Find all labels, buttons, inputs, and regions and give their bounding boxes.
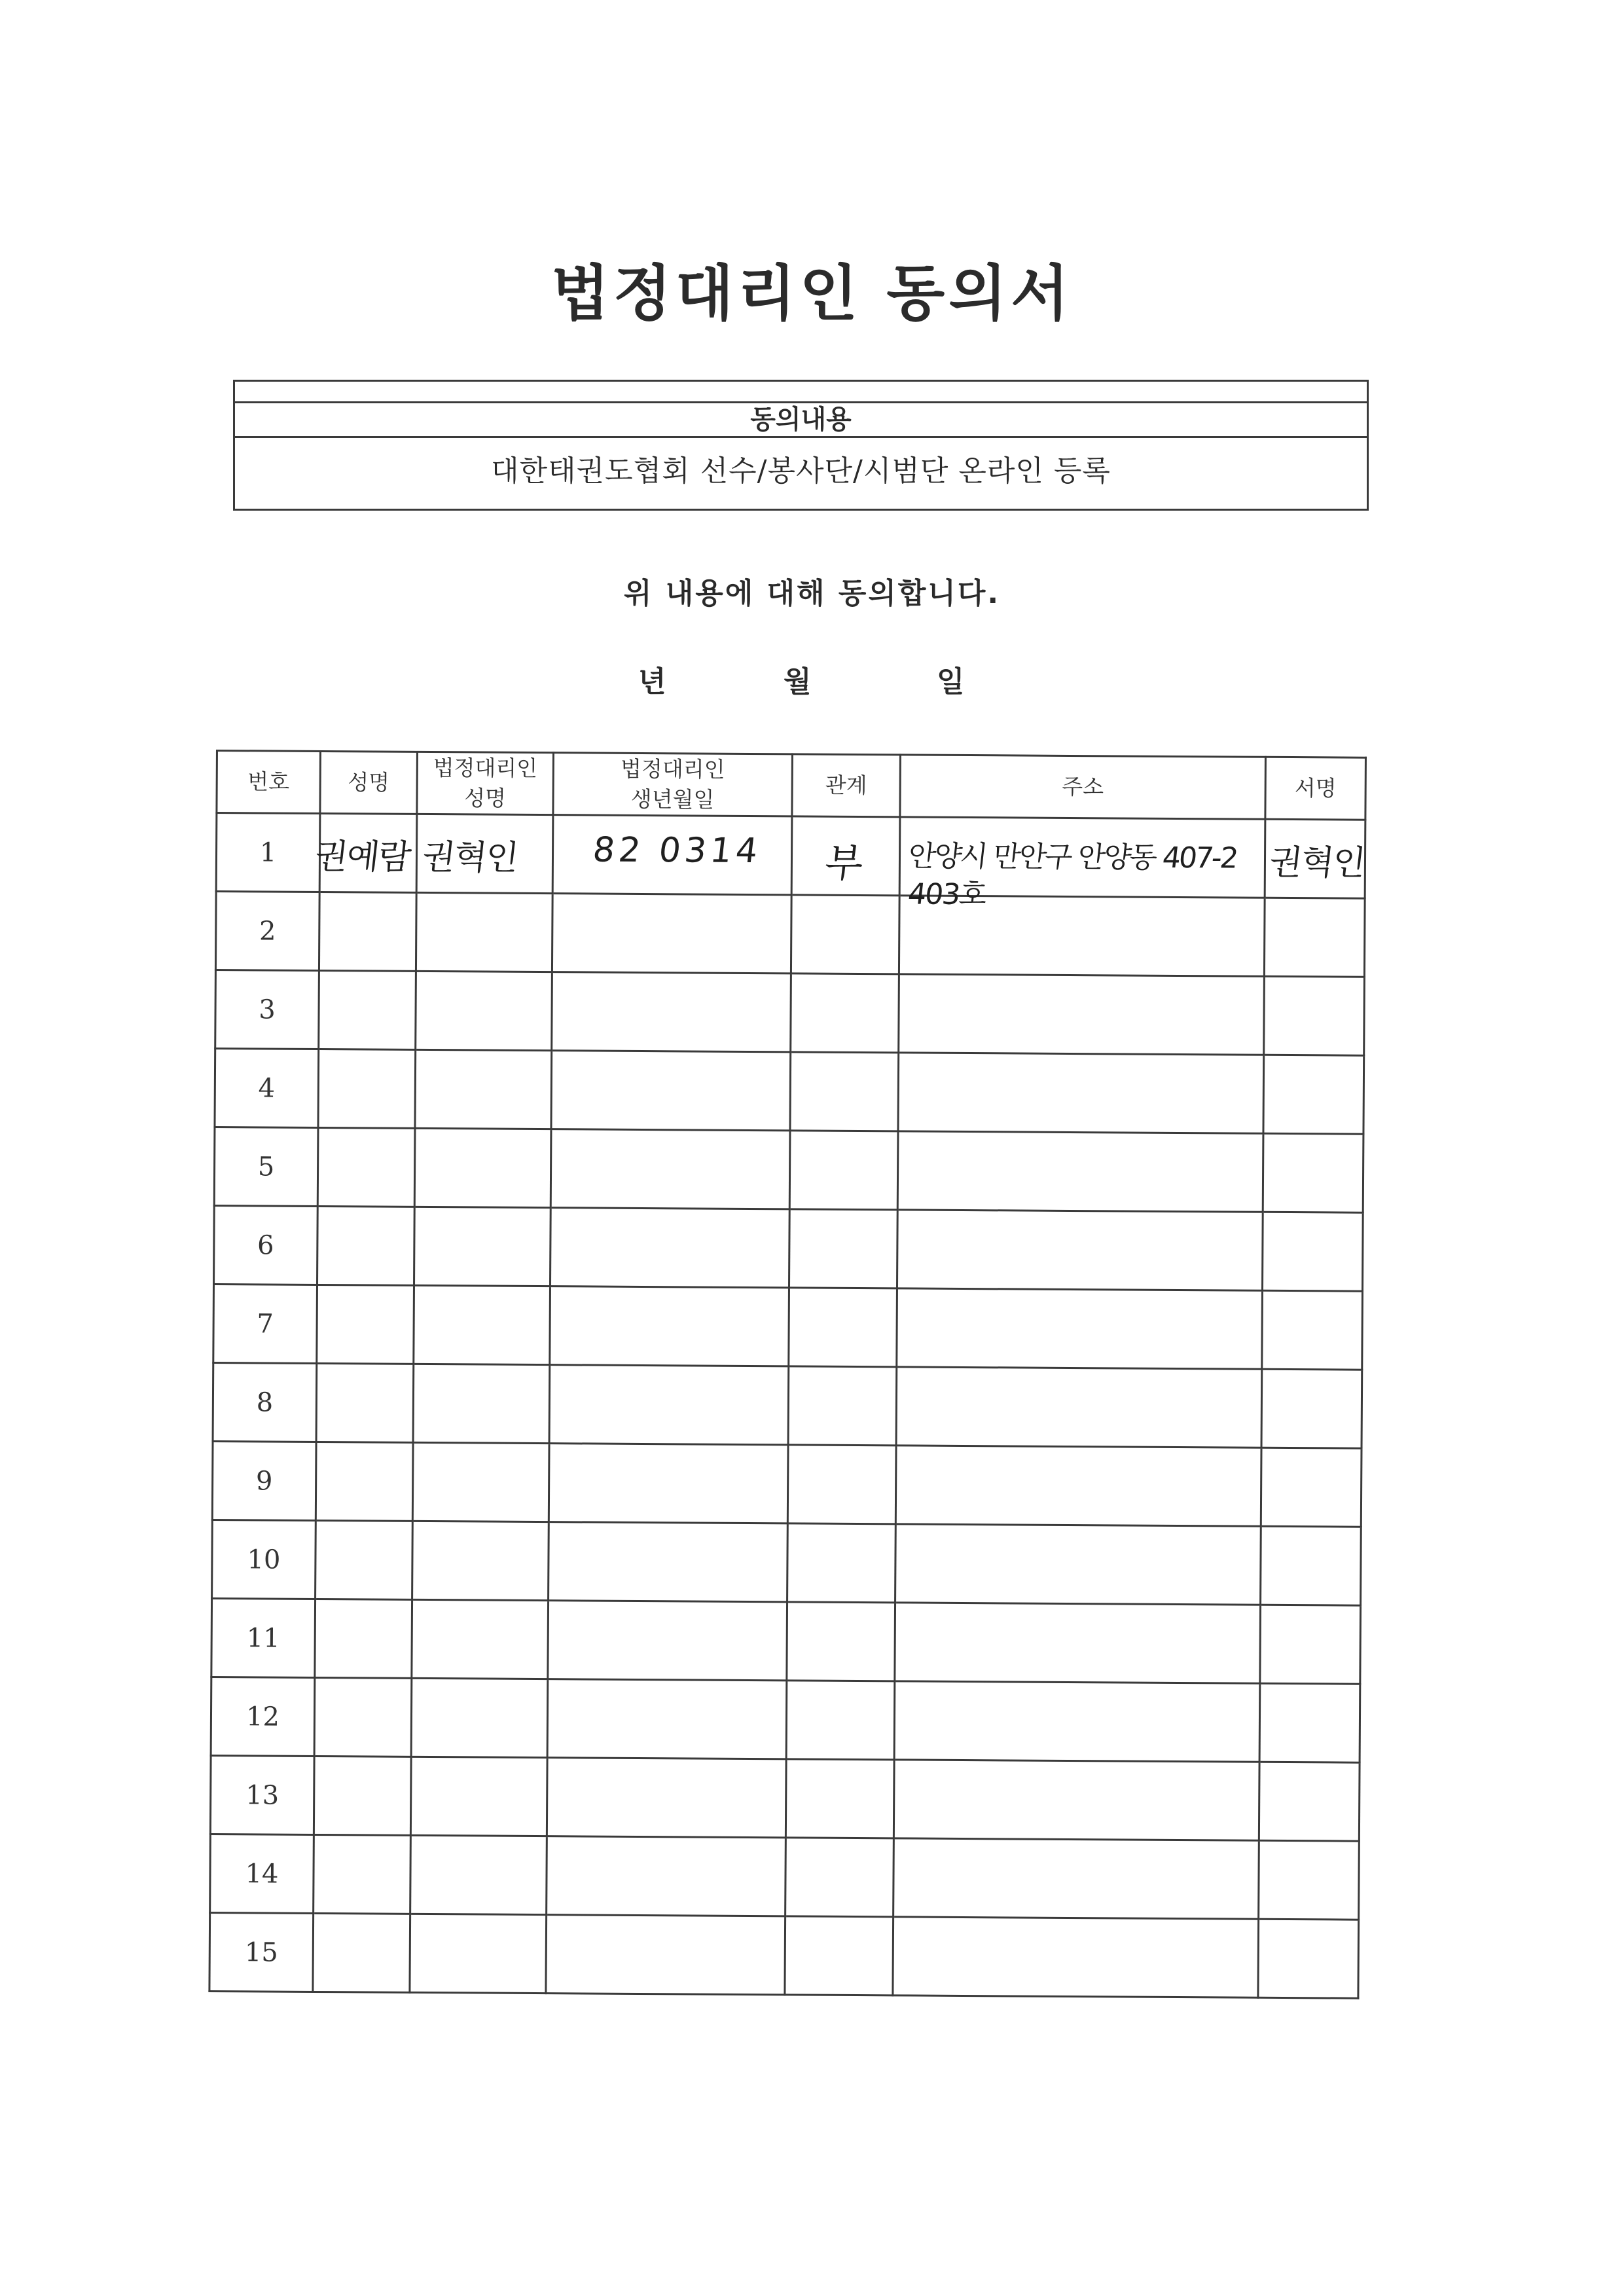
cell-signature	[1259, 1762, 1360, 1841]
header-guardian-name	[417, 752, 554, 814]
cell-no: 3	[215, 970, 319, 1049]
cell-guardian-name	[413, 1364, 550, 1443]
cell-guardian-name	[410, 1835, 547, 1914]
cell-address	[897, 1131, 1263, 1212]
cell-guardian-birth	[549, 1365, 789, 1445]
cell-name	[317, 1285, 414, 1364]
header-address: 주소	[900, 755, 1266, 819]
agreement-statement: 위 내용에 대해 동의합니다.	[623, 577, 1001, 610]
cell-guardian-name	[414, 1285, 550, 1364]
cell-relationship	[791, 974, 899, 1053]
cell-name	[313, 1913, 410, 1992]
cell-no: 6	[214, 1205, 318, 1285]
table-row	[214, 1205, 1363, 1291]
cell-name	[317, 1206, 415, 1285]
header-guardian-name-line2: 성명	[464, 785, 507, 811]
cell-guardian-birth	[547, 1679, 787, 1759]
cell-guardian-birth	[549, 1444, 788, 1523]
cell-relationship	[791, 816, 900, 896]
cell-address	[893, 1838, 1259, 1919]
cell-relationship	[791, 895, 899, 974]
cell-relationship	[788, 1366, 897, 1446]
cell-guardian-birth	[550, 1286, 789, 1366]
table-row	[214, 1127, 1363, 1212]
cell-no: 15	[209, 1912, 314, 1992]
cell-address	[894, 1681, 1260, 1762]
consent-content-box	[233, 380, 1369, 511]
cell-address	[893, 1917, 1259, 1997]
cell-guardian-name	[412, 1521, 549, 1600]
cell-guardian-birth	[552, 815, 792, 895]
cell-name	[317, 1127, 415, 1207]
cell-no: 10	[212, 1520, 316, 1599]
handwritten-guardian-birth: 82 0314	[590, 830, 764, 871]
cell-signature	[1261, 1526, 1362, 1605]
cell-signature	[1259, 1840, 1360, 1920]
cell-guardian-name	[412, 1599, 549, 1679]
cell-guardian-name	[411, 1678, 548, 1757]
consent-body: 대한태권도협회 선수/봉사단/시범단 온라인 등록	[491, 454, 1111, 488]
cell-relationship	[787, 1445, 896, 1524]
cell-guardian-name	[416, 892, 552, 972]
cell-guardian-birth	[547, 1758, 786, 1838]
cell-name	[316, 1363, 414, 1442]
cell-no: 9	[212, 1441, 316, 1520]
cell-guardian-birth	[552, 894, 791, 974]
table-row	[215, 1049, 1364, 1135]
cell-address	[897, 1288, 1263, 1369]
handwritten-address-line2: 403호	[906, 877, 988, 912]
cell-relationship	[789, 1209, 897, 1288]
header-guardian-birth-line2: 생년월일	[630, 786, 715, 812]
cell-address	[899, 817, 1265, 912]
handwritten-name: 권예람	[313, 837, 412, 877]
cell-signature	[1262, 1212, 1363, 1291]
cell-signature	[1262, 1290, 1363, 1370]
cell-no: 7	[213, 1284, 317, 1363]
cell-guardian-name	[416, 814, 553, 893]
page-title: 법정대리인 동의서	[550, 258, 1073, 329]
cell-name	[314, 1756, 411, 1835]
cell-no: 5	[214, 1127, 318, 1206]
cell-name	[315, 1599, 412, 1678]
cell-relationship	[785, 1916, 893, 1995]
cell-signature	[1264, 976, 1365, 1055]
header-guardian-name-line1: 법정대리인	[433, 755, 538, 781]
cell-name	[313, 813, 417, 892]
cell-address	[898, 1053, 1264, 1133]
table-row	[215, 892, 1365, 977]
cell-address	[899, 896, 1265, 976]
cell-signature	[1265, 819, 1365, 898]
cell-address	[897, 1210, 1263, 1290]
cell-name	[314, 1834, 411, 1914]
cell-name	[314, 1677, 412, 1757]
cell-relationship	[786, 1681, 895, 1760]
table-row	[210, 1755, 1360, 1841]
header-guardian-birth-line1: 법정대리인	[621, 756, 725, 782]
handwritten-relationship: 부	[822, 840, 865, 887]
cell-guardian-birth	[551, 1051, 791, 1131]
handwritten-signature: 권혁인	[1267, 843, 1367, 883]
cell-signature	[1258, 1919, 1359, 1998]
cell-no: 4	[215, 1049, 319, 1128]
cell-relationship	[790, 1052, 899, 1131]
table-row	[209, 1912, 1359, 1998]
cell-guardian-birth	[550, 1208, 790, 1288]
table-row	[212, 1441, 1362, 1527]
cell-address	[893, 1760, 1259, 1840]
table-row	[216, 813, 1365, 899]
cell-address	[895, 1603, 1261, 1683]
cell-relationship	[785, 1838, 894, 1917]
cell-address	[899, 974, 1265, 1055]
table-header-row	[217, 751, 1366, 820]
header-relationship: 관계	[792, 754, 901, 817]
header-guardian-birth	[553, 753, 793, 816]
cell-guardian-name	[415, 1049, 552, 1129]
cell-relationship	[789, 1131, 898, 1210]
table-row	[215, 970, 1365, 1056]
header-no: 번호	[217, 751, 321, 814]
cell-signature	[1264, 898, 1365, 977]
cell-guardian-birth	[549, 1522, 788, 1602]
cell-address	[895, 1446, 1261, 1526]
cell-no: 2	[215, 892, 319, 971]
consent-header: 동의내용	[235, 401, 1367, 438]
cell-address	[896, 1367, 1262, 1448]
cell-no: 8	[213, 1362, 317, 1442]
cell-guardian-name	[412, 1442, 549, 1522]
date-month-label: 월	[784, 665, 812, 699]
handwritten-address-line1: 안양시 만안구 안양동 407-2	[906, 839, 1238, 875]
table-row	[210, 1834, 1360, 1920]
cell-relationship	[789, 1288, 897, 1367]
table-row	[213, 1284, 1363, 1370]
table-row	[213, 1362, 1362, 1448]
cell-guardian-name	[410, 1914, 547, 1993]
cell-address	[895, 1524, 1261, 1605]
date-day-label: 일	[937, 665, 965, 699]
cell-guardian-name	[416, 971, 552, 1050]
cell-name	[318, 1049, 416, 1128]
cell-guardian-name	[410, 1757, 547, 1836]
cell-no: 11	[211, 1598, 316, 1677]
cell-signature	[1261, 1369, 1362, 1448]
handwritten-guardian-name: 권혁인	[420, 837, 520, 878]
cell-name	[316, 1520, 413, 1599]
date-year-label: 년	[638, 665, 666, 699]
cell-relationship	[785, 1759, 894, 1838]
cell-relationship	[787, 1602, 895, 1681]
cell-no: 13	[210, 1755, 314, 1834]
cell-signature	[1260, 1605, 1361, 1684]
cell-name	[319, 970, 416, 1049]
cell-guardian-name	[414, 1207, 551, 1286]
cell-guardian-birth	[550, 1129, 790, 1209]
cell-guardian-birth	[552, 972, 791, 1052]
cell-name	[316, 1442, 413, 1521]
cell-guardian-name	[414, 1128, 551, 1207]
cell-signature	[1263, 1133, 1363, 1212]
cell-no: 12	[211, 1677, 315, 1756]
header-name: 성명	[320, 751, 418, 814]
table-row	[211, 1677, 1360, 1762]
cell-signature	[1261, 1448, 1362, 1527]
cell-guardian-birth	[548, 1601, 787, 1681]
table-row	[212, 1520, 1362, 1605]
cell-signature	[1263, 1055, 1364, 1134]
cell-no: 1	[216, 813, 320, 892]
cell-no: 14	[210, 1834, 314, 1913]
cell-guardian-birth	[547, 1836, 786, 1916]
cell-name	[319, 892, 416, 971]
cell-relationship	[787, 1523, 896, 1603]
header-signature: 서명	[1265, 757, 1366, 820]
guardian-roster-table	[208, 750, 1367, 1999]
cell-guardian-birth	[546, 1915, 785, 1995]
cell-signature	[1259, 1683, 1360, 1762]
table-row	[211, 1598, 1361, 1684]
